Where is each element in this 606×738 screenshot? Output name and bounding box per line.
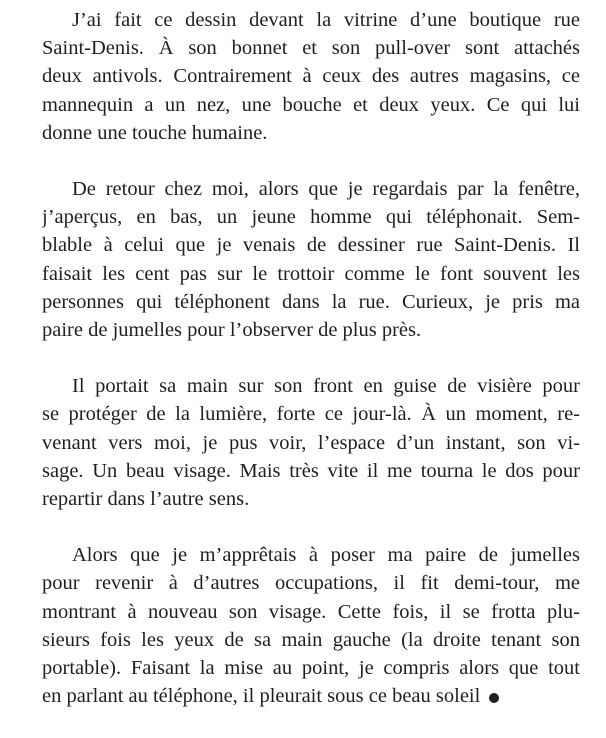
closing-text: en parlant au téléphone, il pleurait sous ce beau soleil bbox=[42, 685, 481, 708]
text-line: j’aperçus, en bas, un jeune homme qui téléphonait. Sem- bbox=[42, 206, 580, 229]
text-line: personnes qui téléphonent dans la rue. Curieux, je pris ma bbox=[42, 290, 580, 313]
text-line: De retour chez moi, alors que je regardais par la fenêtre, bbox=[72, 178, 580, 201]
text-line: blable à celui que je venais de dessiner rue Saint-Denis. Il bbox=[42, 234, 580, 257]
text-line: J’ai fait ce dessin devant la vitrine d’une boutique rue bbox=[72, 9, 580, 31]
paragraph-4 bbox=[42, 541, 580, 710]
text-line: portable). Faisant la mise au point, je compris alors que tout bbox=[42, 657, 580, 680]
text-line: se protéger de la lumière, forte ce jour-là. À un moment, re- bbox=[42, 403, 580, 426]
text-line: paire de jumelles pour l’observer de plus près. bbox=[42, 319, 422, 342]
text-line: repartir dans l’autre sens. bbox=[42, 488, 250, 511]
text-line: Alors que je m’apprêtais à poser ma paire de jumelles bbox=[72, 544, 580, 567]
text-line: deux antivols. Contrairement à ceux des autres magasins, ce bbox=[42, 65, 580, 88]
text-line: Il portait sa main sur son front en guise de visière pour bbox=[72, 375, 580, 398]
text-line: mannequin a un nez, une bouche et deux yeux. Ce qui lui bbox=[42, 93, 580, 116]
text-line-last bbox=[42, 682, 580, 710]
text-line: faisait les cent pas sur le trottoir comme le font souvent les bbox=[42, 262, 580, 285]
text-line: montrant à nouveau son visage. Cette fois, il se frotta plu- bbox=[42, 600, 580, 623]
text-line: venant vers moi, je pus voir, l’espace d’un instant, son vi- bbox=[42, 431, 580, 454]
text-line: Saint-Denis. À son bonnet et son pull-over sont attachés bbox=[42, 37, 580, 60]
text-line: pour revenir à d’autres occupations, il fit demi-tour, me bbox=[42, 572, 580, 595]
text-line: sage. Un beau visage. Mais très vite il me tourna le dos pour bbox=[42, 459, 580, 482]
text-line: donne une touche humaine. bbox=[42, 121, 268, 144]
text-body bbox=[42, 6, 580, 738]
end-mark-bullet-icon bbox=[489, 693, 499, 703]
paragraph-1 bbox=[42, 6, 580, 147]
paragraph-2 bbox=[42, 175, 580, 344]
text-line: sieurs fois les yeux de sa main gauche (la droite tenant son bbox=[42, 628, 580, 651]
paragraph-3 bbox=[42, 372, 580, 513]
